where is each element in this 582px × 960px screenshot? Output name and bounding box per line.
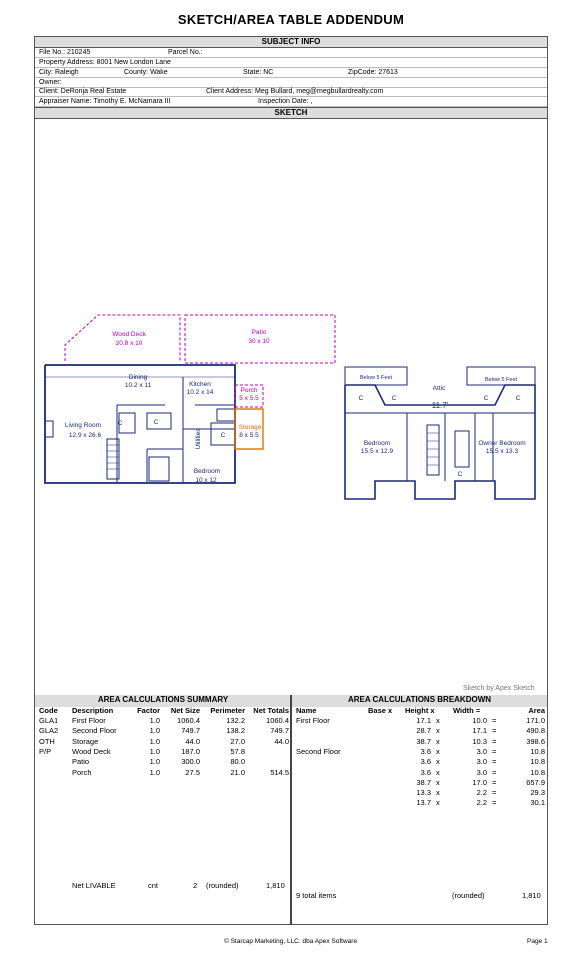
file-no: File No.: 210245 — [39, 49, 91, 56]
page-title: SKETCH/AREA TABLE ADDENDUM — [177, 12, 405, 27]
breakdown-height: 3.6 — [420, 767, 431, 777]
breakdown-area: 10.8 — [530, 746, 545, 756]
breakdown-column-header: Name — [296, 706, 317, 715]
breakdown-height: 13.7 — [416, 798, 431, 808]
breakdown-x-mark: x — [436, 798, 440, 808]
owner: Owner: — [39, 79, 62, 86]
summary-column-header: Perimeter — [210, 706, 245, 715]
net-livable-label: Net LIVABLE — [72, 881, 116, 890]
breakdown-area: 30.1 — [530, 798, 545, 808]
net-livable-row — [35, 881, 290, 893]
storage-label: Storage — [238, 424, 262, 431]
summary-cell: 1.0 — [149, 716, 160, 725]
closet-label: C — [117, 420, 123, 427]
summary-cell: Porch — [72, 767, 92, 777]
summary-cell: 138.2 — [226, 726, 245, 736]
attic-label: Attic — [432, 385, 446, 392]
patio-dim: 30 x 10 — [248, 338, 270, 345]
dining-dim: 10.2 x 11 — [124, 382, 152, 389]
breakdown-eq-mark: = — [492, 716, 497, 725]
breakdown-width: 3.0 — [476, 746, 487, 756]
summary-cell: 57.8 — [230, 746, 245, 756]
storage-dim: 8 x 5.5 — [239, 432, 259, 439]
breakdown-x-mark: x — [436, 716, 440, 725]
closet-label: C — [358, 395, 364, 402]
breakdown-height: 38.7 — [416, 777, 431, 787]
summary-cell: 514.5 — [270, 767, 289, 777]
sketch-header: SKETCH — [34, 107, 548, 119]
attic-dim: 11.7' — [431, 401, 449, 410]
summary-cell: Storage — [72, 736, 99, 746]
kitchen-dim: 10.2 x 14 — [186, 389, 214, 396]
summary-column-header: Net Size — [170, 706, 200, 715]
bedroom-2-dim: 15.5 x 12.9 — [360, 448, 394, 455]
breakdown-width: 3.0 — [476, 757, 487, 767]
porch-label: Porch — [240, 387, 258, 394]
summary-cell: 1.0 — [149, 767, 160, 777]
dining-label: Dining — [128, 374, 148, 381]
breakdown-eq-mark: = — [492, 726, 497, 736]
breakdown-width: 3.0 — [476, 767, 487, 777]
summary-cell: 21.0 — [230, 767, 245, 777]
summary-cell: First Floor — [72, 716, 106, 725]
breakdown-total: 1,810 — [522, 891, 541, 900]
breakdown-eq-mark: = — [492, 757, 497, 767]
subject-row-address — [35, 58, 547, 68]
rounded-label: (rounded) — [452, 891, 485, 900]
breakdown-width: 17.1 — [472, 726, 487, 736]
cnt-label: cnt — [148, 881, 159, 890]
summary-cell: 27.0 — [230, 736, 245, 746]
breakdown-column-header: Base x — [368, 706, 393, 715]
bedroom-2-label: Bedroom — [363, 440, 391, 447]
summary-cell: 44.0 — [274, 736, 289, 746]
summary-header: AREA CALCULATIONS SUMMARY — [35, 695, 291, 707]
summary-cell: 1.0 — [149, 726, 160, 736]
property-address: Property Address: 8001 New London Lane — [39, 59, 171, 66]
breakdown-name: First Floor — [296, 716, 330, 725]
breakdown-eq-mark: = — [492, 777, 497, 787]
closet-label: C — [515, 395, 521, 402]
closet-label: C — [153, 419, 159, 426]
summary-cell: P/P — [39, 746, 52, 756]
breakdown-area: 10.8 — [530, 767, 545, 777]
breakdown-column-header: Area — [528, 706, 545, 715]
breakdown-area: 29.3 — [530, 788, 545, 798]
below-5-feet-right: Below 5 Feet — [484, 377, 518, 383]
breakdown-height: 28.7 — [416, 726, 431, 736]
breakdown-eq-mark: = — [492, 736, 497, 746]
breakdown-eq-mark: = — [492, 798, 497, 808]
wood-deck-dim: 20.8 x 10 — [115, 340, 143, 347]
closet-label: C — [483, 395, 489, 402]
living-room-label: Living Room — [64, 422, 102, 429]
county: County: Wake — [124, 69, 168, 76]
breakdown-eq-mark: = — [492, 767, 497, 777]
client-address: Client Address: Meg Bullard, meg@megbullardrealty.com — [206, 88, 384, 95]
summary-cell: 1.0 — [149, 736, 160, 746]
breakdown-x-mark: x — [436, 736, 440, 746]
page-number: Page 1 — [527, 938, 548, 945]
breakdown-height: 3.6 — [420, 746, 431, 756]
breakdown-area: 10.8 — [530, 757, 545, 767]
area-summary-table — [35, 706, 290, 906]
floor-plan-sketch — [35, 119, 547, 695]
summary-cell: 1.0 — [149, 757, 160, 767]
breakdown-x-mark: x — [436, 746, 440, 756]
summary-cell: 27.5 — [185, 767, 200, 777]
cnt-value: 2 — [193, 881, 198, 890]
summary-column-header: Description — [72, 706, 114, 715]
summary-cell: 749.7 — [181, 726, 200, 736]
wood-deck-label: Wood Deck — [112, 331, 146, 338]
breakdown-height: 38.7 — [416, 736, 431, 746]
bedroom-dim: 10 x 12 — [195, 477, 217, 484]
summary-column-header: Net Totals — [253, 706, 289, 715]
inspection-date: Inspection Date: , — [258, 98, 313, 105]
copyright: © Starcap Marketing, LLC. dba Apex Software — [224, 938, 358, 945]
breakdown-header: AREA CALCULATIONS BREAKDOWN — [292, 695, 547, 707]
summary-cell: GLA2 — [39, 726, 59, 736]
total-items: 9 total items — [296, 891, 337, 900]
breakdown-x-mark: x — [436, 757, 440, 767]
breakdown-column-header: Height x — [405, 706, 435, 715]
breakdown-eq-mark: = — [492, 788, 497, 798]
breakdown-area: 490.8 — [526, 726, 545, 736]
below-5-feet-left: Below 5 Feet — [359, 375, 393, 381]
summary-cell: 80.0 — [230, 757, 245, 767]
area-breakdown-table — [293, 706, 547, 906]
wood-deck-outline — [65, 315, 180, 361]
breakdown-x-mark: x — [436, 788, 440, 798]
closet-label: C — [457, 471, 463, 478]
breakdown-width: 10.0 — [472, 716, 487, 725]
subject-row-appraiser — [35, 97, 547, 107]
breakdown-x-mark: x — [436, 777, 440, 787]
summary-cell: 1060.4 — [266, 716, 289, 725]
breakdown-x-mark: x — [436, 726, 440, 736]
breakdown-height: 13.3 — [416, 788, 431, 798]
summary-cell: OTH — [39, 736, 55, 746]
breakdown-width: 10.3 — [472, 736, 487, 746]
summary-cell: Patio — [72, 757, 90, 767]
breakdown-eq-mark: = — [492, 746, 497, 756]
summary-cell: Second Floor — [72, 726, 117, 736]
total-items-row — [293, 891, 547, 903]
summary-cell: 749.7 — [270, 726, 289, 736]
owner-bedroom-label: Owner Bedroom — [478, 440, 526, 447]
net-livable-total: 1,810 — [266, 881, 285, 890]
breakdown-width: 2.2 — [476, 798, 487, 808]
parcel-no: Parcel No.: — [168, 49, 203, 56]
summary-cell: 1060.4 — [177, 716, 200, 725]
summary-cell: 132.2 — [226, 716, 245, 725]
subject-row-file — [35, 48, 547, 58]
breakdown-area: 657.9 — [526, 777, 545, 787]
kitchen-label: Kitchen — [189, 381, 211, 388]
subject-row-client — [35, 87, 547, 97]
breakdown-height: 17.1 — [416, 716, 431, 725]
porch-dim: 5 x 5.5 — [239, 395, 259, 402]
sketch-credit: Sketch by Apex Sketch — [463, 685, 535, 692]
subject-row-city — [35, 68, 547, 78]
summary-cell: Wood Deck — [72, 746, 111, 756]
breakdown-column-header: Width = — [453, 706, 481, 715]
summary-cell: 300.0 — [181, 757, 200, 767]
summary-column-header: Factor — [137, 706, 160, 715]
table-divider — [290, 695, 292, 925]
bedroom-label: Bedroom — [193, 468, 221, 475]
patio-label: Patio — [251, 329, 267, 336]
owner-bedroom-dim: 15.5 x 13.3 — [485, 448, 519, 455]
client: Client: DeRonja Real Estate — [39, 88, 127, 95]
subject-info-header: SUBJECT INFO — [34, 36, 548, 48]
living-room-dim: 12.9 x 26.6 — [68, 432, 102, 439]
breakdown-name: Second Floor — [296, 746, 341, 756]
breakdown-x-mark: x — [436, 767, 440, 777]
summary-cell: GLA1 — [39, 716, 59, 725]
summary-cell: 187.0 — [181, 746, 200, 756]
closet-label: C — [220, 432, 226, 439]
breakdown-height: 3.6 — [420, 757, 431, 767]
summary-column-header: Code — [39, 706, 58, 715]
state: State: NC — [243, 69, 274, 76]
utilities-label: Utilities — [195, 428, 202, 450]
breakdown-area: 398.6 — [526, 736, 545, 746]
rounded-label: (rounded) — [206, 881, 239, 890]
breakdown-width: 2.2 — [476, 788, 487, 798]
breakdown-width: 17.0 — [472, 777, 487, 787]
breakdown-area: 171.0 — [526, 716, 545, 725]
zipcode: ZipCode: 27613 — [348, 69, 398, 76]
closet-label: C — [391, 395, 397, 402]
appraiser-name: Appraiser Name: Timothy E. McNamara III — [39, 98, 171, 105]
summary-cell: 1.0 — [149, 746, 160, 756]
summary-cell: 44.0 — [185, 736, 200, 746]
city: City: Raleigh — [39, 69, 79, 76]
